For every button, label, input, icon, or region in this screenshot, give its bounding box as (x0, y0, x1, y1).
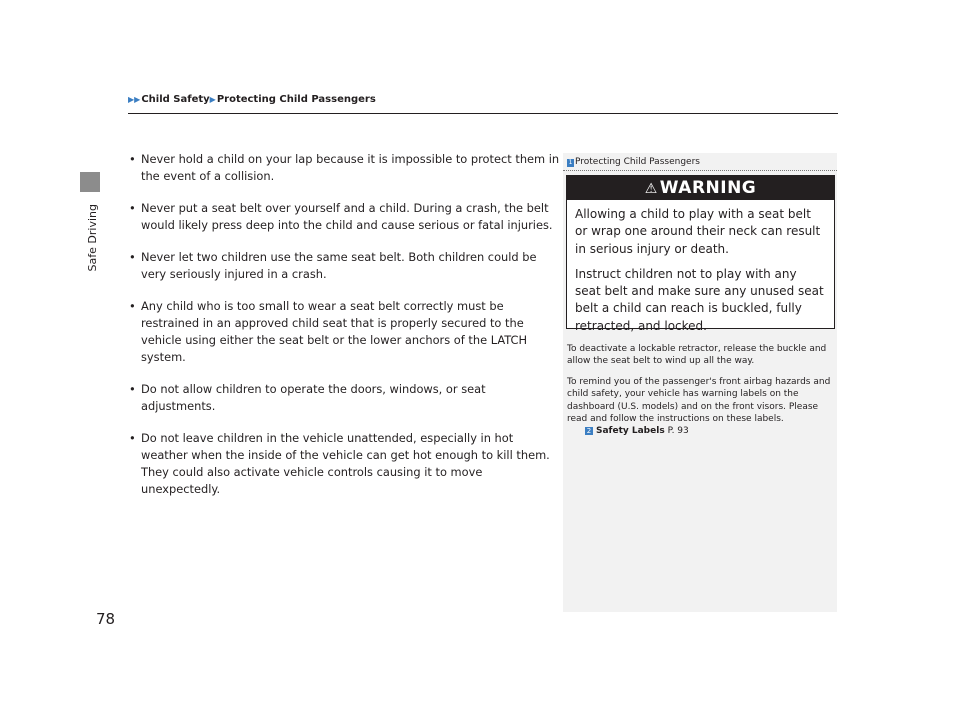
bullet-item (128, 430, 560, 498)
bullet-item (128, 249, 560, 283)
breadcrumb (128, 94, 376, 105)
sidebar-divider (563, 170, 837, 172)
warning-paragraph: Allowing a child to play with a seat belt or wrap one around their neck can result in serious injury or death. (575, 207, 821, 256)
bullet-item (128, 200, 560, 234)
warning-paragraph: Instruct children not to play with any seat belt and make sure any unused seat belt a child can reach is buckled, fully retracted, and locked. (575, 266, 824, 333)
reference-page: P. 93 (667, 426, 689, 437)
warning-header (567, 176, 834, 200)
breadcrumb-item-child-safety[interactable]: Child Safety (141, 94, 210, 105)
bullet-item (128, 151, 560, 185)
warning-box (566, 175, 835, 333)
breadcrumb-item-protecting-child-passengers[interactable]: Protecting Child Passengers (216, 94, 376, 105)
section-tab-marker (80, 172, 100, 192)
breadcrumb-arrow-icon: ▶▶ (128, 95, 141, 104)
main-content (128, 151, 560, 513)
section-side-label: Safe Driving (86, 204, 99, 272)
bullet-icon: • (129, 152, 136, 166)
bullet-text: Any child who is too small to wear a seat belt correctly must be restrained in an approved child seat that is properly secured to the vehicle using either the seat belt or the lower anchors of the LATCH system. (141, 299, 528, 364)
bullet-icon: • (129, 431, 136, 445)
sidebar-title (567, 157, 700, 167)
cross-reference-link[interactable] (567, 425, 833, 437)
bullet-text: Never hold a child on your lap because it is impossible to protect them in the event of a collision. (141, 152, 560, 183)
bullet-icon: • (129, 201, 136, 215)
reference-marker-icon: 2 (586, 427, 592, 436)
warning-heading: WARNING (659, 178, 757, 198)
bullet-item (128, 381, 560, 415)
sidebar-paragraph: To remind you of the passenger's front airbag hazards and child safety, your vehicle has warning labels on the dashboard (U.S. models) and on the front visors. Please read and follow the instructions on these labels. (567, 376, 831, 425)
sidebar-marker-icon: 1 (568, 159, 573, 166)
bullet-item (128, 298, 560, 366)
bullet-icon: • (129, 299, 136, 313)
sidebar-notes (563, 153, 837, 612)
bullet-text: Do not leave children in the vehicle unattended, especially in hot weather when the inside of the vehicle can get hot enough to kill them. They could also activate vehicle controls causing it to move unexpectedly. (141, 431, 550, 496)
sidebar-paragraph: To deactivate a lockable retractor, release the buckle and allow the seat belt to wind up all the way. (567, 344, 827, 367)
sidebar-title-text: Protecting Child Passengers (575, 157, 700, 167)
warning-triangle-icon: ⚠ (644, 181, 658, 197)
reference-label[interactable]: Safety Labels (596, 426, 665, 437)
header-rule (128, 113, 838, 114)
page-number: 78 (96, 610, 116, 628)
warning-text (567, 200, 834, 335)
sidebar-body (567, 343, 833, 438)
bullet-text: Do not allow children to operate the doors, windows, or seat adjustments. (141, 382, 486, 413)
bullet-text: Never let two children use the same seat belt. Both children could be very seriously injured in a crash. (141, 250, 537, 281)
breadcrumb-separator-icon: ▶ (209, 95, 216, 104)
bullet-text: Never put a seat belt over yourself and a child. During a crash, the belt would likely press deep into the child and cause serious or fatal injuries. (141, 201, 553, 232)
bullet-icon: • (129, 382, 136, 396)
bullet-icon: • (129, 250, 136, 264)
